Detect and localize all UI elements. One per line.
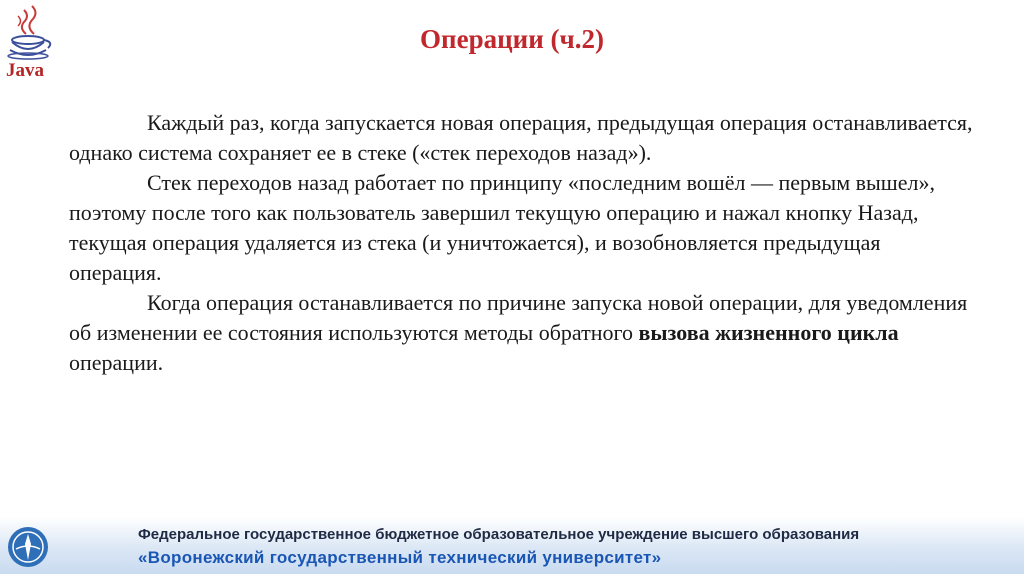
paragraph-3-end: операции.: [69, 350, 164, 375]
paragraph-1: Каждый раз, когда запускается новая операция, предыдущая операция останавливается, однако система сохраняет ее в стеке («стек переходов назад»).: [69, 110, 973, 165]
slide-body: [69, 108, 974, 378]
paragraph-3: [69, 288, 974, 378]
footer-bar: [0, 517, 1024, 574]
footer-university-name: «Воронежский государственный технический университет»: [138, 548, 662, 567]
paragraph-2: Стек переходов назад работает по принципу «последним вошёл — первым вышел», поэтому после того как пользователь завершил текущую операцию и нажал кнопку Назад, текущая операция удаляется из стека (и уничтожается), и возобновляется предыдущая операция.: [69, 170, 935, 285]
slide-title: Операции (ч.2): [420, 24, 604, 54]
paragraph-3-start: Когда операция останавливается по причине запуска новой операции, для уведомления об изменении ее состояния используются методы обратного: [69, 290, 968, 345]
university-emblem-icon: [6, 523, 50, 571]
footer-institution-type: Федеральное государственное бюджетное образовательное учреждение высшего образования: [138, 526, 860, 543]
java-logo-text: Java: [6, 60, 44, 81]
paragraph-3-bold: вызова жизненного цикла: [638, 320, 899, 345]
